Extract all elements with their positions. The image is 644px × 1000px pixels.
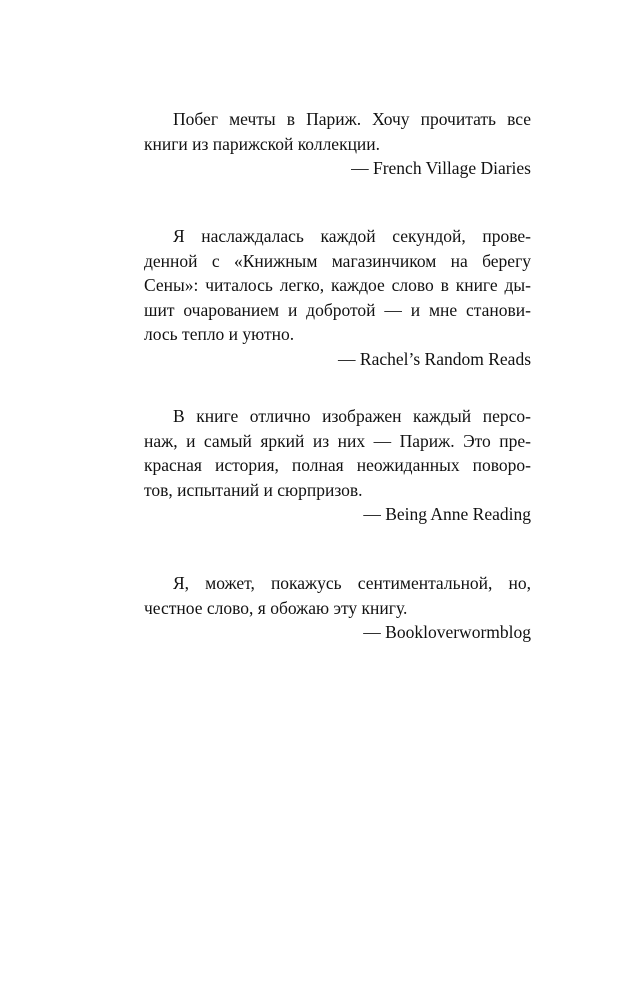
quote-line: шит очарованием и добротой — и мне станови- <box>144 299 531 320</box>
quote-attribution: — Bookloverwormblog <box>363 622 531 642</box>
quote-line: наж, и самый яркий из них — Париж. Это пре- <box>144 430 531 451</box>
quote-attribution: — Rachel’s Random Reads <box>338 348 531 369</box>
review-quote <box>144 571 531 645</box>
quote-line: денной с «Книжным магазинчиком на берегу <box>144 250 531 271</box>
review-quote <box>144 107 531 181</box>
quote-attribution: — French Village Diaries <box>351 158 531 178</box>
quote-line: книги из парижской коллекции. <box>144 133 381 154</box>
quote-line: Я наслаждалась каждой секундой, прове- <box>173 226 531 246</box>
quote-line: лось тепло и уютно. <box>144 324 295 344</box>
quote-line: тов, испытаний и сюрпризов. <box>144 479 363 500</box>
quote-line: Сены»: читалось легко, каждое слово в книге ды- <box>144 275 531 295</box>
quote-attribution: — Being Anne Reading <box>363 504 531 524</box>
quote-line: красная история, полная неожиданных поворо- <box>144 455 531 475</box>
review-quote <box>144 404 531 527</box>
quote-line: В книге отлично изображен каждый персо- <box>173 406 531 426</box>
quote-line: честное слово, я обожаю эту книгу. <box>144 597 408 618</box>
quote-line: Побег мечты в Париж. Хочу прочитать все <box>173 109 531 129</box>
quote-line: Я, может, покажусь сентиментальной, но, <box>173 573 531 593</box>
review-quote <box>144 224 531 371</box>
